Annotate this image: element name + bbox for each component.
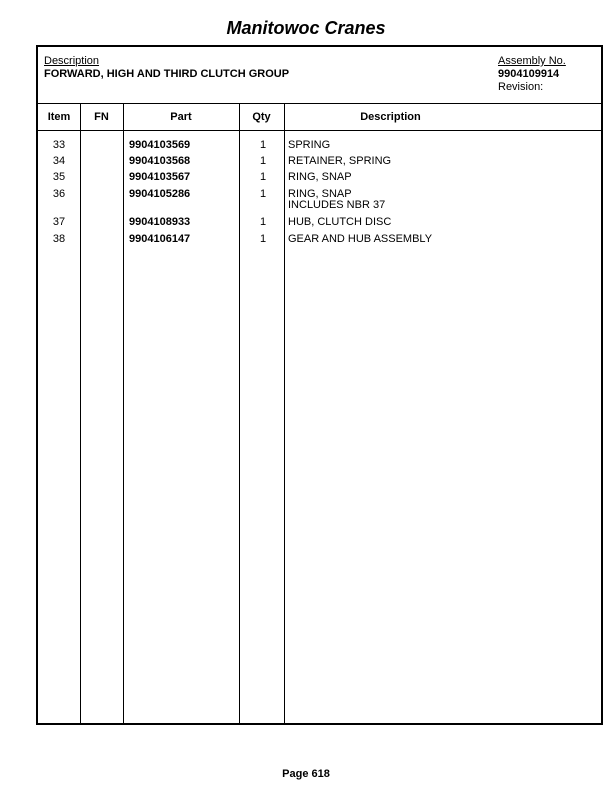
column-divider bbox=[239, 103, 240, 723]
quantity: 1 bbox=[259, 188, 267, 200]
item-number: 37 bbox=[52, 216, 66, 228]
column-header-item: Item bbox=[47, 111, 71, 123]
part-number: 9904103568 bbox=[129, 155, 191, 167]
part-number: 9904106147 bbox=[129, 233, 191, 245]
part-description: RING, SNAP bbox=[288, 188, 352, 200]
part-note: INCLUDES NBR 37 bbox=[288, 199, 386, 211]
item-number: 38 bbox=[52, 233, 66, 245]
part-number: 9904108933 bbox=[129, 216, 191, 228]
part-number: 9904103569 bbox=[129, 139, 191, 151]
part-number: 9904103567 bbox=[129, 171, 191, 183]
assembly-header bbox=[38, 47, 601, 104]
assembly-number-block bbox=[498, 55, 566, 94]
item-number: 35 bbox=[52, 171, 66, 183]
column-header-fn: FN bbox=[94, 111, 109, 123]
part-description: RING, SNAP bbox=[288, 171, 352, 183]
quantity: 1 bbox=[259, 155, 267, 167]
item-number: 33 bbox=[52, 139, 66, 151]
part-description: SPRING bbox=[288, 139, 331, 151]
part-description: HUB, CLUTCH DISC bbox=[288, 216, 392, 228]
column-header-qty: Qty bbox=[252, 111, 271, 123]
part-description: GEAR AND HUB ASSEMBLY bbox=[288, 233, 433, 245]
column-divider bbox=[123, 103, 124, 723]
column-header-description: Description bbox=[360, 111, 421, 123]
part-number: 9904105286 bbox=[129, 188, 191, 200]
revision-label: Revision: bbox=[498, 81, 544, 93]
assembly-label: Assembly No. bbox=[498, 55, 566, 67]
quantity: 1 bbox=[259, 233, 267, 245]
column-header-part: Part bbox=[170, 111, 192, 123]
description-label: Description bbox=[44, 55, 100, 67]
quantity: 1 bbox=[259, 139, 267, 151]
page-number: Page 618 bbox=[282, 768, 330, 780]
item-number: 34 bbox=[52, 155, 66, 167]
quantity: 1 bbox=[259, 216, 267, 228]
assembly-value: 9904109914 bbox=[498, 68, 560, 80]
quantity: 1 bbox=[259, 171, 267, 183]
assembly-description-block bbox=[44, 55, 289, 81]
document-title: Manitowoc Cranes bbox=[226, 18, 386, 38]
column-divider bbox=[80, 103, 81, 723]
description-value: FORWARD, HIGH AND THIRD CLUTCH GROUP bbox=[44, 68, 290, 80]
parts-list-frame bbox=[36, 45, 603, 725]
item-number: 36 bbox=[52, 188, 66, 200]
part-description: RETAINER, SPRING bbox=[288, 155, 392, 167]
